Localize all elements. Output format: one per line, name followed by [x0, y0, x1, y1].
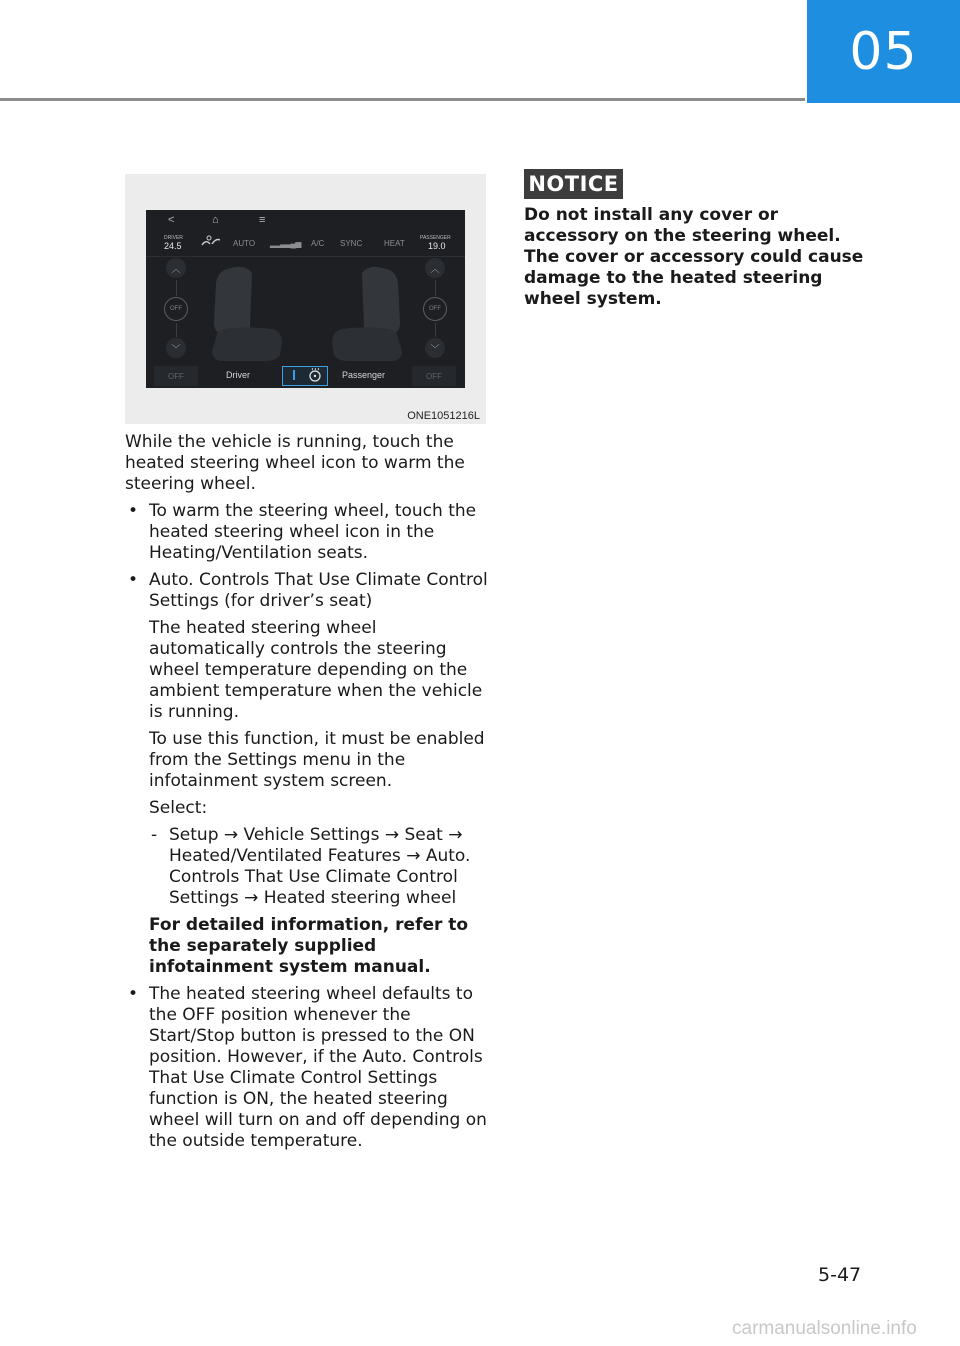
bullet-icon: • [128, 570, 139, 590]
watermark: carmanualsonline.info [732, 1318, 917, 1339]
driver-tab[interactable]: Driver [226, 370, 250, 380]
bullet-item [125, 570, 495, 978]
bullet-item [125, 984, 495, 1152]
bullet-paragraph: To use this function, it must be enabled from the Settings menu in the infotainment system screen. [149, 729, 485, 791]
bullet-icon: • [128, 984, 139, 1004]
passenger-temp-label: PASSENGER [420, 235, 451, 241]
climate-heat[interactable]: HEAT [384, 239, 405, 248]
climate-bar [146, 234, 465, 254]
bullet-title: Auto. Controls That Use Climate Control Settings (for driver’s seat) [149, 570, 488, 611]
climate-sync[interactable]: SYNC [340, 239, 363, 248]
driver-down-chevron-icon[interactable]: ﹀ [166, 338, 186, 358]
notice-badge: NOTICE [524, 169, 623, 199]
header-rule [0, 98, 805, 101]
home-icon[interactable]: ⌂ [212, 214, 219, 226]
driver-up-chevron-icon[interactable]: ︿ [166, 258, 186, 278]
driver-temp[interactable]: 24.5 [164, 241, 182, 251]
menu-icon[interactable]: ≡ [259, 214, 266, 226]
bullet-item [125, 501, 495, 564]
passenger-off-button[interactable]: OFF [412, 366, 456, 386]
notice-text: Do not install any cover or accessory on the steering wheel. The cover or accessory could cause damage to the heated steering wheel system. [524, 205, 864, 309]
figure-code: ONE1051216L [407, 410, 480, 422]
passenger-temp[interactable]: 19.0 [428, 241, 446, 251]
intro-paragraph: While the vehicle is running, touch the heated steering wheel icon to warm the steering wheel. [125, 432, 465, 494]
passenger-up-chevron-icon[interactable]: ︿ [425, 258, 445, 278]
fan-speed-icon[interactable]: ▂▂▃▃▄▅ [270, 239, 301, 248]
passenger-seat-icon[interactable] [328, 265, 408, 368]
bullet-paragraph: The heated steering wheel automatically controls the steering wheel temperature depending on the ambient temperature when the vehicle is running. [149, 618, 483, 722]
steering-wheel-heat-icon [308, 368, 322, 384]
select-label: Select: [149, 798, 208, 818]
heated-steering-wheel-button[interactable] [282, 366, 328, 386]
bullet-text: The heated steering wheel defaults to the OFF position whenever the Start/Stop button is pressed to the ON position. However, if the Auto. Controls That Use Climate Control Settings function is ON, the heated steering wheel will turn on and off depending on the outside temperature. [149, 984, 487, 1151]
passenger-down-chevron-icon[interactable]: ﹀ [425, 338, 445, 358]
back-icon[interactable]: < [168, 214, 175, 226]
passenger-tab[interactable]: Passenger [342, 370, 386, 380]
chapter-tab: 05 [807, 0, 960, 103]
passenger-level-line-lower [435, 323, 436, 337]
passenger-seat-off-button[interactable]: OFF [423, 297, 447, 321]
settings-path-text: Setup → Vehicle Settings → Seat → Heated/Ventilated Features → Auto. Controls That Use Climate Control Settings → Heated steering wheel [169, 825, 471, 908]
body-text [125, 432, 495, 1158]
driver-seat-icon[interactable] [206, 265, 286, 368]
screen-nav [146, 214, 465, 230]
page-number: 5-47 [818, 1264, 862, 1286]
driver-level-line-lower [176, 323, 177, 337]
infotainment-figure [125, 174, 486, 424]
manual-reference: For detailed information, refer to the separately supplied infotainment system manual. [149, 915, 469, 977]
screen-divider [146, 256, 465, 257]
bullet-icon: • [128, 501, 139, 521]
dash-icon: - [151, 825, 158, 845]
seat-heat-icon [288, 369, 300, 383]
driver-level-line [176, 280, 177, 296]
fan-direction-icon[interactable] [200, 235, 222, 251]
seat-bottom-bar [146, 364, 465, 388]
climate-ac[interactable]: A/C [311, 239, 325, 248]
climate-auto[interactable]: AUTO [233, 239, 256, 248]
driver-temp-label: DRIVER [164, 235, 183, 241]
passenger-level-line [435, 280, 436, 296]
driver-seat-off-button[interactable]: OFF [164, 297, 188, 321]
driver-off-button[interactable]: OFF [154, 366, 198, 386]
settings-path [149, 825, 495, 909]
climate-seat-screen [146, 210, 465, 388]
bullet-text: To warm the steering wheel, touch the heated steering wheel icon in the Heating/Ventilation seats. [149, 501, 477, 563]
